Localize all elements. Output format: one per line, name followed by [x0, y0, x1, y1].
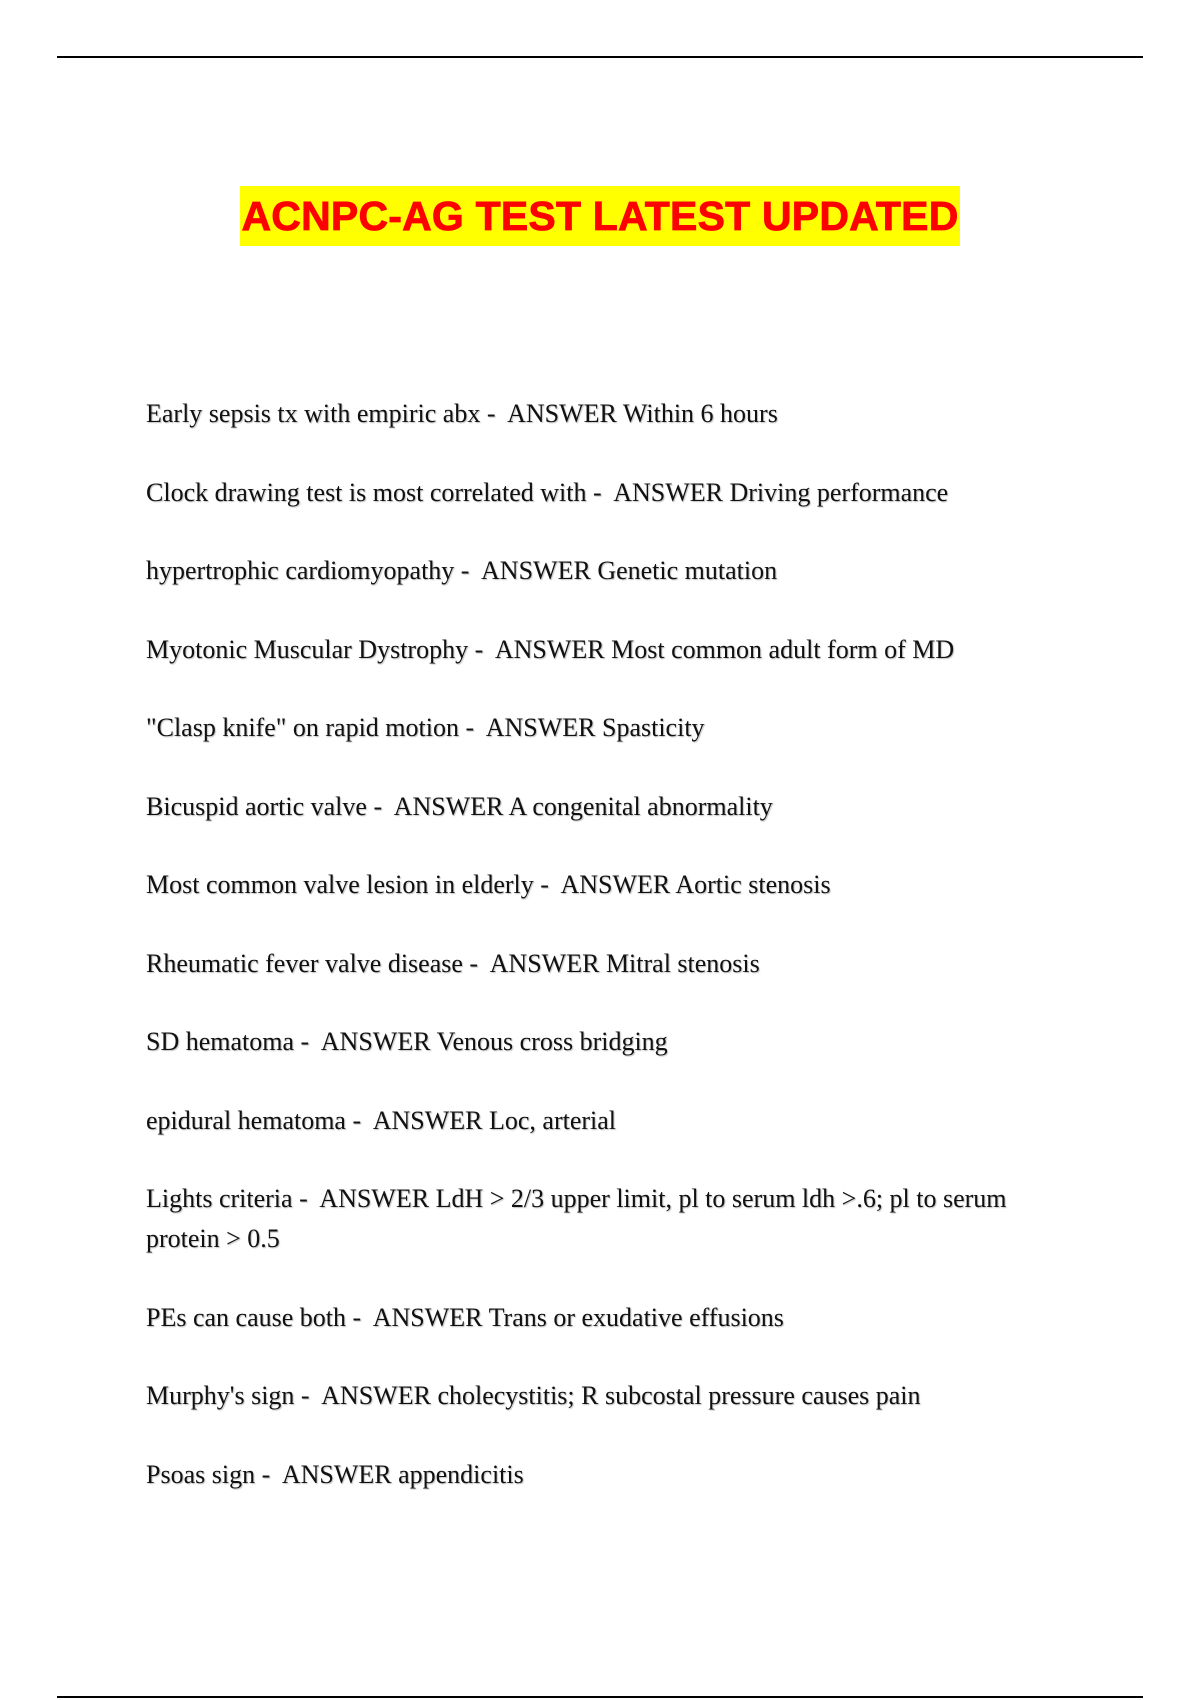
answer-label: ANSWER — [489, 948, 600, 978]
qa-item: Early sepsis tx with empiric abx - ANSWER Within 6 hours — [146, 399, 778, 428]
answer-label: ANSWER — [321, 1381, 431, 1410]
answer-text: Trans or exudative effusions — [488, 1302, 784, 1332]
document-title: ACNPC-AG TEST LATEST UPDATED — [240, 186, 959, 246]
answer-text: Aortic stenosis — [675, 870, 831, 899]
bottom-rule — [57, 1696, 1143, 1698]
answer-label: ANSWER — [372, 1105, 483, 1135]
qa-item: Rheumatic fever valve disease - ANSWER Mitral stenosis — [146, 948, 760, 978]
question-text: PEs can cause both — [146, 1302, 347, 1332]
answer-text: Genetic mutation — [597, 556, 778, 585]
answer-label: ANSWER — [372, 1302, 483, 1332]
qa-item: Lights criteria - ANSWER LdH > 2/3 upper limit, pl to serum ldh >.6; pl to serum protein > 0.5 — [146, 1184, 1007, 1253]
qa-item: "Clasp knife" on rapid motion - ANSWER Spasticity — [146, 713, 705, 742]
question-text: hypertrophic cardiomyopathy — [146, 556, 455, 585]
qa-list — [146, 394, 1046, 1533]
qa-item: Bicuspid aortic valve - ANSWER A congenital abnormality — [146, 791, 773, 821]
answer-label: ANSWER — [485, 713, 596, 742]
answer-label: ANSWER — [507, 399, 617, 428]
question-text: Myotonic Muscular Dystrophy — [146, 634, 469, 664]
question-text: Psoas sign — [146, 1459, 256, 1489]
answer-text: A congenital abnormality — [508, 791, 773, 821]
qa-item: hypertrophic cardiomyopathy - ANSWER Genetic mutation — [146, 556, 778, 585]
qa-item: Myotonic Muscular Dystrophy - ANSWER Most common adult form of MD — [146, 634, 955, 664]
top-rule — [57, 56, 1143, 58]
answer-text: Driving performance — [729, 477, 949, 507]
answer-label: ANSWER — [393, 791, 504, 821]
answer-text: Within 6 hours — [622, 399, 778, 428]
answer-text: Venous cross bridging — [436, 1027, 668, 1056]
question-text: Lights criteria — [146, 1184, 293, 1213]
answer-label: ANSWER — [320, 1027, 431, 1056]
answer-label: ANSWER — [281, 1459, 392, 1489]
answer-text: cholecystitis; R subcostal pressure causes pain — [437, 1381, 921, 1410]
answer-text: Loc, arterial — [489, 1105, 617, 1135]
answer-text: Spasticity — [601, 713, 705, 742]
qa-item: epidural hematoma - ANSWER Loc, arterial — [146, 1105, 617, 1135]
answer-text: appendicitis — [398, 1459, 524, 1489]
question-text: "Clasp knife" on rapid motion — [146, 713, 459, 742]
question-text: Early sepsis tx with empiric abx — [146, 399, 481, 428]
qa-item: PEs can cause both - ANSWER Trans or exudative effusions — [146, 1302, 784, 1332]
answer-label: ANSWER — [494, 634, 605, 664]
question-text: Murphy's sign — [146, 1381, 295, 1410]
answer-label: ANSWER — [560, 870, 671, 899]
question-text: Rheumatic fever valve disease — [146, 948, 463, 978]
answer-text: LdH > 2/3 upper limit, pl to serum ldh >.6; pl to serum protein > 0.5 — [146, 1184, 1007, 1253]
question-text: SD hematoma — [146, 1027, 295, 1056]
qa-item: Murphy's sign - ANSWER cholecystitis; R subcostal pressure causes pain — [146, 1381, 921, 1410]
qa-item: Clock drawing test is most correlated with - ANSWER Driving performance — [146, 477, 949, 507]
answer-label: ANSWER — [319, 1184, 430, 1213]
answer-label: ANSWER — [613, 477, 723, 507]
question-text: Bicuspid aortic valve — [146, 791, 367, 821]
question-text: epidural hematoma — [146, 1105, 346, 1135]
question-text: Most common valve lesion in elderly — [146, 870, 534, 899]
qa-item: Most common valve lesion in elderly - ANSWER Aortic stenosis — [146, 870, 831, 899]
question-text: Clock drawing test is most correlated with — [146, 477, 587, 507]
answer-text: Most common adult form of MD — [611, 634, 955, 664]
answer-label: ANSWER — [481, 556, 591, 585]
answer-text: Mitral stenosis — [605, 948, 760, 978]
qa-item: SD hematoma - ANSWER Venous cross bridging — [146, 1027, 668, 1056]
title-container — [0, 186, 1200, 246]
qa-item: Psoas sign - ANSWER appendicitis — [146, 1459, 524, 1489]
